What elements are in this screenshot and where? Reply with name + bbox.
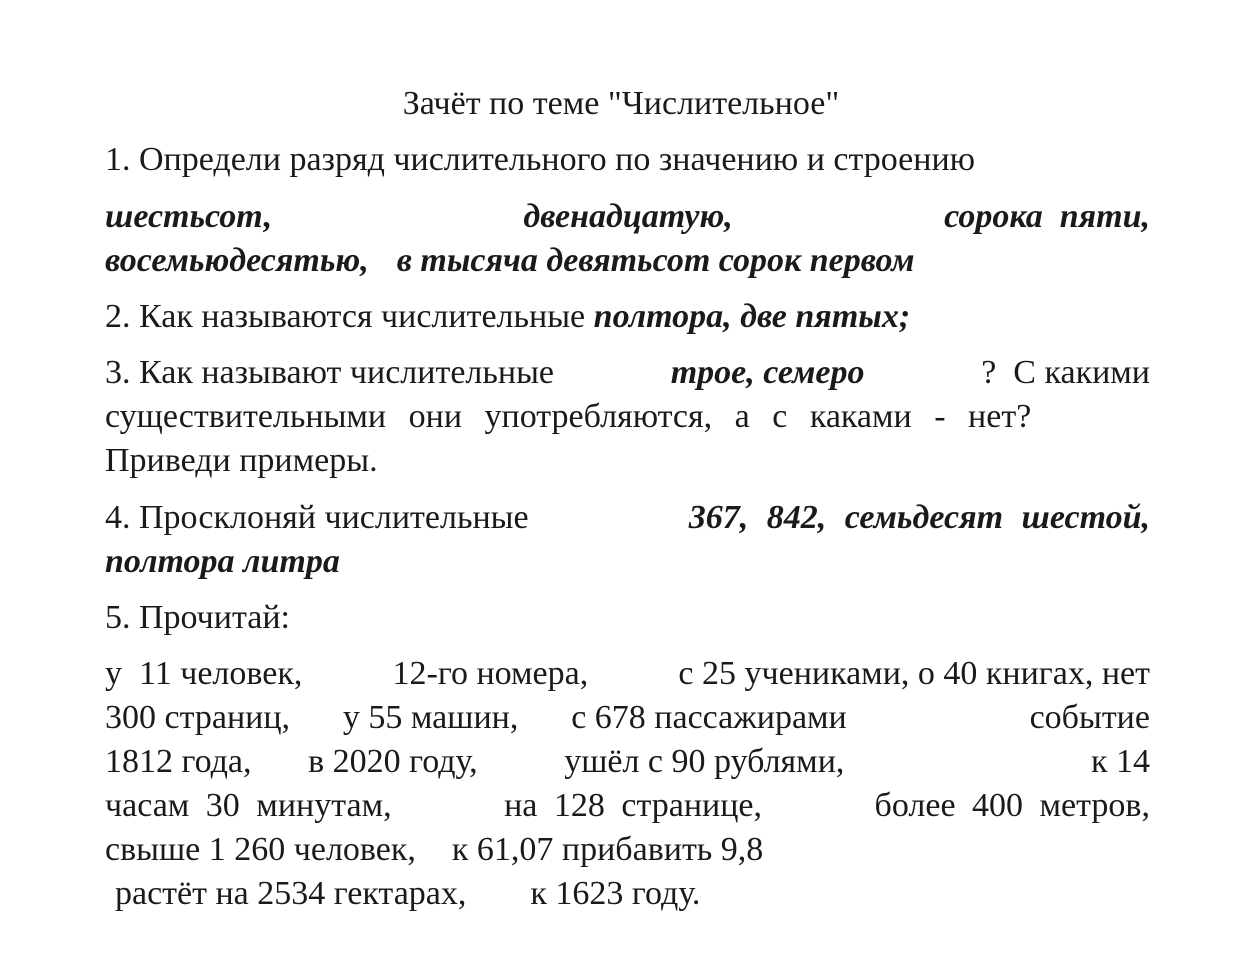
task-3-words: трое, семеро — [670, 354, 865, 391]
task-5-list — [105, 652, 1150, 916]
task-4-words: 367, 842, семьдесят шестой, — [688, 499, 1150, 536]
task-3-question: ? С какими — [981, 354, 1150, 391]
list-item: к 1623 году. — [530, 875, 701, 912]
list-item: растёт на 2534 гектарах, — [115, 875, 467, 912]
list-item: 300 страниц, — [105, 699, 291, 736]
task-5-line-3 — [105, 740, 1150, 784]
task-1-words-line-1 — [105, 195, 1150, 239]
task-2-words: полтора, две пятых; — [593, 298, 911, 335]
list-item: к 61,07 прибавить 9,8 — [451, 831, 764, 868]
task-5-line-6 — [105, 872, 1150, 916]
task-4-words-line-2: полтора литра — [105, 543, 340, 580]
word-item: шестьсот, — [105, 198, 273, 235]
list-item: более 400 метров, — [874, 787, 1150, 824]
word-item: восемьюдесятью, — [105, 242, 369, 279]
task-2 — [105, 295, 1150, 339]
task-1-words-line-2 — [105, 239, 1150, 283]
task-4-prompt: 4. Просклоняй числительные — [105, 499, 529, 536]
task-3-prompt: 3. Как называют числительные — [105, 354, 555, 391]
page-title: Зачёт по теме "Числительное" — [402, 85, 840, 122]
task-4-line-1 — [105, 496, 1150, 540]
word-item: двенадцатую, — [523, 198, 733, 235]
task-1-words — [105, 195, 1150, 283]
list-item: с 25 учениками, о 40 книгах, нет — [678, 655, 1150, 692]
task-3 — [105, 351, 1150, 483]
list-item: к 14 — [1090, 743, 1150, 780]
list-item: с 678 пассажирами — [571, 699, 847, 736]
task-1-prompt: 1. Определи разряд числительного по значению и строению — [105, 141, 976, 178]
task-5-line-5 — [105, 828, 1150, 872]
list-item: свыше 1 260 человек, — [105, 831, 416, 868]
task-3-line-3: Приведи примеры. — [105, 442, 378, 479]
task-5-heading: 5. Прочитай: — [105, 599, 290, 636]
list-item: на 128 странице, — [504, 787, 763, 824]
task-4 — [105, 496, 1150, 584]
list-item: часам 30 минутам, — [105, 787, 392, 824]
list-item: ушёл с 90 рублями, — [564, 743, 845, 780]
list-item: у 11 человек, — [105, 655, 303, 692]
list-item: 1812 года, — [105, 743, 252, 780]
task-3-line-2-text: существительными они употребляются, а с каками - нет? — [105, 398, 1032, 435]
list-item: у 55 машин, — [342, 699, 519, 736]
list-item: 12-го номера, — [392, 655, 589, 692]
list-item: в 2020 году, — [308, 743, 478, 780]
word-item: в тысяча девятьсот сорок первом — [396, 242, 915, 279]
task-5-line-2 — [105, 696, 1150, 740]
task-3-line-2 — [105, 395, 1150, 439]
task-5-line-1 — [105, 652, 1150, 696]
task-2-prompt: 2. Как называются числительные — [105, 298, 594, 335]
task-3-line-1 — [105, 351, 1150, 395]
list-item: событие — [1029, 699, 1150, 736]
word-item: сорока пяти, — [944, 198, 1150, 235]
task-5-line-4 — [105, 784, 1150, 828]
